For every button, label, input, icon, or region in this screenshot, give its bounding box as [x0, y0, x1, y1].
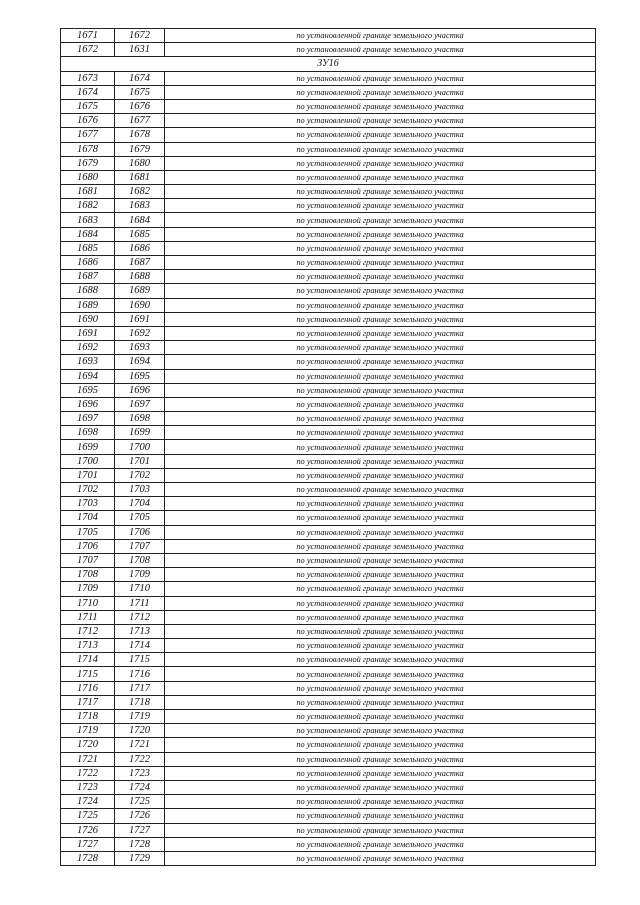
point-to-cell: 1677 [115, 114, 165, 128]
point-to-cell: 1705 [115, 511, 165, 525]
table-row [61, 483, 596, 497]
point-to-cell: 1701 [115, 454, 165, 468]
table-row [61, 326, 596, 340]
point-to-cell: 1675 [115, 85, 165, 99]
table-row [61, 426, 596, 440]
boundary-description-cell: по установленной границе земельного участка [165, 809, 596, 823]
point-from-cell: 1683 [61, 213, 115, 227]
boundary-description-cell: по установленной границе земельного участка [165, 596, 596, 610]
table-row [61, 624, 596, 638]
point-from-cell: 1703 [61, 497, 115, 511]
table-row [61, 369, 596, 383]
point-to-cell: 1710 [115, 582, 165, 596]
table-row [61, 695, 596, 709]
boundary-description-cell: по установленной границе земельного участка [165, 85, 596, 99]
point-from-cell: 1708 [61, 568, 115, 582]
boundary-description-cell: по установленной границе земельного участка [165, 667, 596, 681]
boundary-description-cell: по установленной границе земельного участка [165, 284, 596, 298]
boundary-description-cell: по установленной границе земельного участка [165, 851, 596, 865]
point-from-cell: 1680 [61, 170, 115, 184]
point-from-cell: 1715 [61, 667, 115, 681]
table-row [61, 156, 596, 170]
table-row [61, 795, 596, 809]
boundary-points-table [60, 28, 596, 866]
section-title: ЗУ16 [61, 57, 596, 71]
point-to-cell: 1695 [115, 369, 165, 383]
point-from-cell: 1671 [61, 29, 115, 43]
table-row [61, 227, 596, 241]
table-row [61, 383, 596, 397]
boundary-description-cell: по установленной границе земельного участка [165, 241, 596, 255]
boundary-description-cell: по установленной границе земельного участка [165, 199, 596, 213]
point-from-cell: 1720 [61, 738, 115, 752]
point-to-cell: 1687 [115, 256, 165, 270]
table-row [61, 553, 596, 567]
point-from-cell: 1696 [61, 397, 115, 411]
point-to-cell: 1700 [115, 440, 165, 454]
boundary-description-cell: по установленной границе земельного участка [165, 497, 596, 511]
point-to-cell: 1711 [115, 596, 165, 610]
boundary-description-cell: по установленной границе земельного участка [165, 227, 596, 241]
table-row [61, 837, 596, 851]
point-to-cell: 1723 [115, 766, 165, 780]
point-from-cell: 1672 [61, 43, 115, 57]
boundary-description-cell: по установленной границе земельного участка [165, 440, 596, 454]
table-row [61, 213, 596, 227]
boundary-description-cell: по установленной границе земельного участка [165, 582, 596, 596]
point-from-cell: 1687 [61, 270, 115, 284]
table-row [61, 99, 596, 113]
point-from-cell: 1712 [61, 624, 115, 638]
table-row [61, 809, 596, 823]
point-from-cell: 1721 [61, 752, 115, 766]
boundary-description-cell: по установленной границе земельного участка [165, 511, 596, 525]
point-from-cell: 1691 [61, 326, 115, 340]
table-row [61, 298, 596, 312]
boundary-description-cell: по установленной границе земельного участка [165, 185, 596, 199]
boundary-description-cell: по установленной границе земельного участка [165, 639, 596, 653]
table-row [61, 596, 596, 610]
table-row [61, 284, 596, 298]
point-from-cell: 1698 [61, 426, 115, 440]
point-from-cell: 1702 [61, 483, 115, 497]
point-from-cell: 1705 [61, 525, 115, 539]
point-to-cell: 1726 [115, 809, 165, 823]
table-row [61, 85, 596, 99]
table-row [61, 539, 596, 553]
table-row [61, 710, 596, 724]
point-to-cell: 1704 [115, 497, 165, 511]
point-from-cell: 1678 [61, 142, 115, 156]
point-to-cell: 1717 [115, 681, 165, 695]
point-from-cell: 1722 [61, 766, 115, 780]
point-to-cell: 1728 [115, 837, 165, 851]
boundary-description-cell: по установленной границе земельного участка [165, 780, 596, 794]
boundary-description-cell: по установленной границе земельного участка [165, 213, 596, 227]
point-from-cell: 1706 [61, 539, 115, 553]
table-row [61, 341, 596, 355]
boundary-description-cell: по установленной границе земельного участка [165, 681, 596, 695]
table-row [61, 170, 596, 184]
point-from-cell: 1701 [61, 468, 115, 482]
point-to-cell: 1696 [115, 383, 165, 397]
table-row [61, 241, 596, 255]
boundary-description-cell: по установленной границе земельного участка [165, 43, 596, 57]
point-from-cell: 1681 [61, 185, 115, 199]
point-to-cell: 1693 [115, 341, 165, 355]
point-to-cell: 1706 [115, 525, 165, 539]
point-to-cell: 1683 [115, 199, 165, 213]
point-to-cell: 1680 [115, 156, 165, 170]
table-row [61, 823, 596, 837]
point-from-cell: 1723 [61, 780, 115, 794]
point-to-cell: 1698 [115, 412, 165, 426]
boundary-description-cell: по установленной границе земельного участка [165, 624, 596, 638]
boundary-description-cell: по установленной границе земельного участка [165, 128, 596, 142]
boundary-description-cell: по установленной границе земельного участка [165, 426, 596, 440]
point-from-cell: 1725 [61, 809, 115, 823]
boundary-description-cell: по установленной границе земельного участка [165, 568, 596, 582]
boundary-description-cell: по установленной границе земельного участка [165, 355, 596, 369]
boundary-description-cell: по установленной границе земельного участка [165, 156, 596, 170]
table-row [61, 397, 596, 411]
table-row [61, 497, 596, 511]
boundary-description-cell: по установленной границе земельного участка [165, 468, 596, 482]
point-to-cell: 1713 [115, 624, 165, 638]
table-row [61, 653, 596, 667]
point-from-cell: 1709 [61, 582, 115, 596]
table-row [61, 312, 596, 326]
point-to-cell: 1721 [115, 738, 165, 752]
boundary-description-cell: по установленной границе земельного участка [165, 610, 596, 624]
point-from-cell: 1714 [61, 653, 115, 667]
table-row [61, 128, 596, 142]
point-from-cell: 1700 [61, 454, 115, 468]
table-row [61, 43, 596, 57]
table-body [61, 29, 596, 866]
point-to-cell: 1719 [115, 710, 165, 724]
point-to-cell: 1672 [115, 29, 165, 43]
table-row [61, 440, 596, 454]
point-to-cell: 1712 [115, 610, 165, 624]
boundary-description-cell: по установленной границе земельного участка [165, 383, 596, 397]
point-to-cell: 1631 [115, 43, 165, 57]
point-to-cell: 1697 [115, 397, 165, 411]
table-row [61, 724, 596, 738]
table-row [61, 454, 596, 468]
table-row [61, 511, 596, 525]
point-from-cell: 1693 [61, 355, 115, 369]
point-from-cell: 1713 [61, 639, 115, 653]
table-row [61, 738, 596, 752]
table-row [61, 185, 596, 199]
table-row [61, 568, 596, 582]
table-row [61, 766, 596, 780]
point-from-cell: 1679 [61, 156, 115, 170]
point-to-cell: 1702 [115, 468, 165, 482]
point-to-cell: 1707 [115, 539, 165, 553]
table-row [61, 639, 596, 653]
table-row [61, 780, 596, 794]
boundary-description-cell: по установленной границе земельного участка [165, 341, 596, 355]
point-from-cell: 1718 [61, 710, 115, 724]
boundary-description-cell: по установленной границе земельного участка [165, 369, 596, 383]
point-from-cell: 1674 [61, 85, 115, 99]
point-from-cell: 1727 [61, 837, 115, 851]
point-from-cell: 1697 [61, 412, 115, 426]
point-to-cell: 1684 [115, 213, 165, 227]
point-from-cell: 1682 [61, 199, 115, 213]
point-to-cell: 1703 [115, 483, 165, 497]
point-from-cell: 1711 [61, 610, 115, 624]
boundary-description-cell: по установленной границе земельного участка [165, 326, 596, 340]
point-to-cell: 1679 [115, 142, 165, 156]
table-row [61, 71, 596, 85]
table-row [61, 256, 596, 270]
point-from-cell: 1676 [61, 114, 115, 128]
point-from-cell: 1716 [61, 681, 115, 695]
table-row [61, 667, 596, 681]
boundary-description-cell: по установленной границе земельного участка [165, 270, 596, 284]
table-row [61, 681, 596, 695]
point-to-cell: 1676 [115, 99, 165, 113]
boundary-description-cell: по установленной границе земельного участка [165, 525, 596, 539]
point-to-cell: 1681 [115, 170, 165, 184]
point-from-cell: 1699 [61, 440, 115, 454]
table-row [61, 355, 596, 369]
table-row [61, 29, 596, 43]
section-header-row [61, 57, 596, 71]
boundary-description-cell: по установленной границе земельного участка [165, 256, 596, 270]
point-to-cell: 1682 [115, 185, 165, 199]
boundary-description-cell: по установленной границе земельного участка [165, 454, 596, 468]
point-to-cell: 1685 [115, 227, 165, 241]
table-row [61, 199, 596, 213]
table-row [61, 582, 596, 596]
table-row [61, 610, 596, 624]
point-to-cell: 1708 [115, 553, 165, 567]
point-to-cell: 1716 [115, 667, 165, 681]
point-from-cell: 1707 [61, 553, 115, 567]
point-to-cell: 1718 [115, 695, 165, 709]
table-row [61, 851, 596, 865]
point-from-cell: 1726 [61, 823, 115, 837]
boundary-description-cell: по установленной границе земельного участка [165, 539, 596, 553]
document-page [60, 28, 595, 866]
table-row [61, 142, 596, 156]
point-to-cell: 1729 [115, 851, 165, 865]
point-from-cell: 1673 [61, 71, 115, 85]
point-to-cell: 1709 [115, 568, 165, 582]
point-to-cell: 1694 [115, 355, 165, 369]
point-to-cell: 1727 [115, 823, 165, 837]
boundary-description-cell: по установленной границе земельного участка [165, 823, 596, 837]
point-to-cell: 1689 [115, 284, 165, 298]
boundary-description-cell: по установленной границе земельного участка [165, 29, 596, 43]
table-row [61, 412, 596, 426]
point-from-cell: 1692 [61, 341, 115, 355]
boundary-description-cell: по установленной границе земельного участка [165, 298, 596, 312]
point-from-cell: 1685 [61, 241, 115, 255]
point-to-cell: 1714 [115, 639, 165, 653]
point-from-cell: 1688 [61, 284, 115, 298]
point-to-cell: 1715 [115, 653, 165, 667]
table-row [61, 525, 596, 539]
point-from-cell: 1684 [61, 227, 115, 241]
point-to-cell: 1724 [115, 780, 165, 794]
point-to-cell: 1690 [115, 298, 165, 312]
point-from-cell: 1728 [61, 851, 115, 865]
point-from-cell: 1686 [61, 256, 115, 270]
boundary-description-cell: по установленной границе земельного участка [165, 710, 596, 724]
point-to-cell: 1674 [115, 71, 165, 85]
table-row [61, 752, 596, 766]
point-to-cell: 1691 [115, 312, 165, 326]
boundary-description-cell: по установленной границе земельного участка [165, 837, 596, 851]
boundary-description-cell: по установленной границе земельного участка [165, 738, 596, 752]
point-from-cell: 1710 [61, 596, 115, 610]
boundary-description-cell: по установленной границе земельного участка [165, 170, 596, 184]
boundary-description-cell: по установленной границе земельного участка [165, 724, 596, 738]
boundary-description-cell: по установленной границе земельного участка [165, 695, 596, 709]
point-to-cell: 1725 [115, 795, 165, 809]
boundary-description-cell: по установленной границе земельного участка [165, 142, 596, 156]
point-from-cell: 1717 [61, 695, 115, 709]
table-row [61, 114, 596, 128]
point-from-cell: 1719 [61, 724, 115, 738]
boundary-description-cell: по установленной границе земельного участка [165, 483, 596, 497]
point-from-cell: 1694 [61, 369, 115, 383]
boundary-description-cell: по установленной границе земельного участка [165, 752, 596, 766]
point-from-cell: 1695 [61, 383, 115, 397]
point-to-cell: 1720 [115, 724, 165, 738]
boundary-description-cell: по установленной границе земельного участка [165, 412, 596, 426]
point-to-cell: 1688 [115, 270, 165, 284]
point-to-cell: 1692 [115, 326, 165, 340]
boundary-description-cell: по установленной границе земельного участка [165, 766, 596, 780]
point-from-cell: 1689 [61, 298, 115, 312]
boundary-description-cell: по установленной границе земельного участка [165, 553, 596, 567]
table-row [61, 468, 596, 482]
point-from-cell: 1690 [61, 312, 115, 326]
boundary-description-cell: по установленной границе земельного участка [165, 312, 596, 326]
point-from-cell: 1675 [61, 99, 115, 113]
point-from-cell: 1677 [61, 128, 115, 142]
point-from-cell: 1724 [61, 795, 115, 809]
boundary-description-cell: по установленной границе земельного участка [165, 653, 596, 667]
boundary-description-cell: по установленной границе земельного участка [165, 795, 596, 809]
boundary-description-cell: по установленной границе земельного участка [165, 71, 596, 85]
point-to-cell: 1686 [115, 241, 165, 255]
boundary-description-cell: по установленной границе земельного участка [165, 397, 596, 411]
point-from-cell: 1704 [61, 511, 115, 525]
boundary-description-cell: по установленной границе земельного участка [165, 99, 596, 113]
boundary-description-cell: по установленной границе земельного участка [165, 114, 596, 128]
point-to-cell: 1699 [115, 426, 165, 440]
table-row [61, 270, 596, 284]
point-to-cell: 1722 [115, 752, 165, 766]
point-to-cell: 1678 [115, 128, 165, 142]
